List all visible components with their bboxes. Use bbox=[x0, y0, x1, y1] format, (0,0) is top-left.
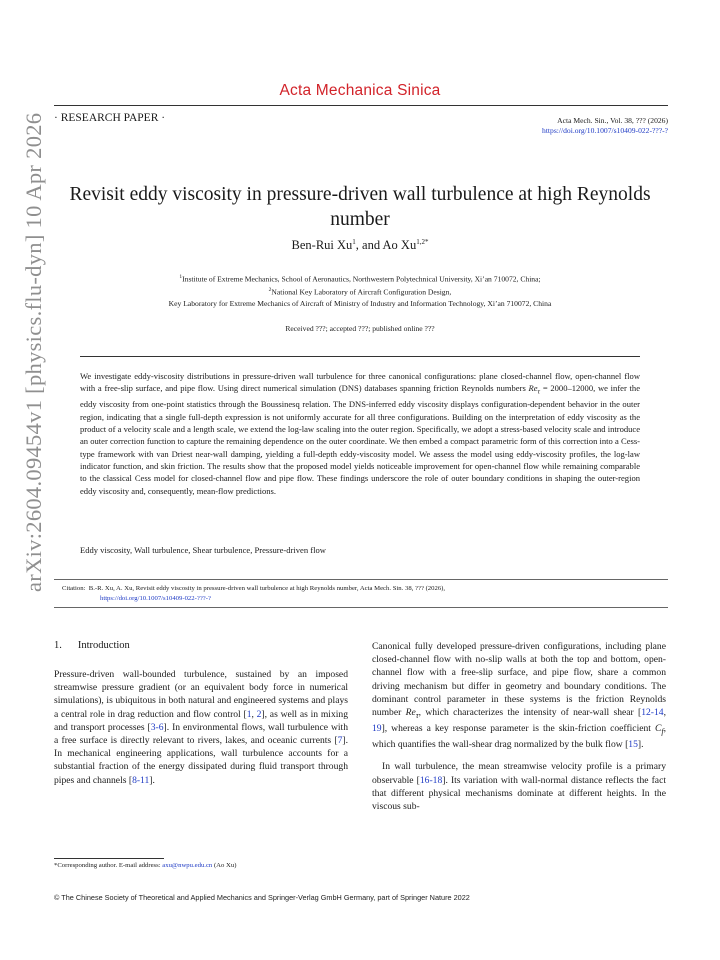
intro-paragraph-3 bbox=[372, 760, 666, 813]
re-tau-symbol: Re bbox=[405, 707, 416, 719]
intro-paragraph-2 bbox=[372, 640, 666, 751]
footnote-suffix: (Ao Xu) bbox=[212, 862, 237, 869]
reference-link[interactable]: 7 bbox=[337, 735, 343, 747]
reference-link[interactable]: 12-14 bbox=[641, 707, 664, 719]
section-heading bbox=[54, 640, 130, 651]
body-text: , which quantifies the wall-shear drag normalized by the bulk flow [ bbox=[372, 723, 666, 751]
section-number: 1. bbox=[54, 640, 62, 651]
footnote-text: *Corresponding author. E-mail address: bbox=[54, 862, 163, 869]
body-text: , bbox=[251, 708, 257, 720]
journal-volume-line: Acta Mech. Sin., Vol. 38, ??? (2026) bbox=[557, 116, 668, 125]
author-1-name: Ben-Rui Xu bbox=[291, 238, 353, 253]
body-text: ]. In mechanical engineering applications, wall turbulence accounts for a substantial fraction of the energy dissipated during fluid transport through pipes and channels [ bbox=[54, 735, 348, 786]
reference-link[interactable]: 2 bbox=[256, 708, 262, 720]
author-separator: , and bbox=[355, 238, 383, 253]
section-title: Introduction bbox=[77, 640, 130, 651]
body-text: , bbox=[663, 707, 666, 719]
citation-label: Citation: bbox=[62, 585, 86, 592]
body-text: , which characterizes the intensity of near-wall shear [ bbox=[418, 707, 642, 719]
citation-text: B.-R. Xu, A. Xu, Revisit eddy viscosity in pressure-driven wall turbulence at high Reynolds number, Acta Mech. Sin. 38, ??? (2026), bbox=[88, 585, 446, 592]
body-text: ]. Its variation with wall-normal distance reflects the fact that different physical mechanisms dominate at different heights. In the viscous sub- bbox=[372, 774, 666, 813]
citation-doi-link[interactable]: https://doi.org/10.1007/s10409-022-???-? bbox=[100, 595, 211, 602]
affiliation-1 bbox=[60, 272, 660, 285]
paper-type: · RESEARCH PAPER · bbox=[54, 112, 166, 124]
body-text: Pressure-driven wall-bounded turbulence, sustained by an imposed streamwise pressure gradient (or an equivalent body force in numerical simulations), is ubiquitous in both natural and engineered systems and plays a central role in drag reduction and flow control [ bbox=[54, 669, 348, 720]
received-dates: Received ???; accepted ???; published online ??? bbox=[285, 324, 435, 333]
body-text: ], as well as in mixing and transport processes [ bbox=[54, 708, 349, 733]
re-tau-symbol: Re bbox=[528, 383, 538, 394]
body-text: ]. In environmental flows, wall turbulence with a free surface is directly relevant to rivers, lakes, and oceanic currents [ bbox=[54, 721, 348, 747]
re-tau-subscript: τ bbox=[537, 388, 541, 397]
arxiv-stamp: arXiv:2604.09454v1 [physics.flu-dyn] 10 Apr 2026 bbox=[21, 112, 46, 592]
reference-link[interactable]: 8-11 bbox=[132, 774, 150, 786]
email-link[interactable]: axu@nwpu.edu.cn bbox=[162, 862, 213, 869]
author-list bbox=[0, 238, 720, 253]
corresponding-author-footnote bbox=[54, 862, 236, 869]
citation-rule-top bbox=[54, 579, 668, 580]
body-text: ]. bbox=[637, 739, 644, 751]
citation-box bbox=[62, 584, 662, 604]
reference-link[interactable]: 15 bbox=[628, 739, 638, 751]
affiliation-2-continued: Key Laboratory for Extreme Mechanics of Aircraft of Ministry of Industry and Information Technology, Xi’an 710072, China bbox=[168, 298, 552, 308]
body-text: Canonical fully developed pressure-driven configurations, including plane closed-channel flow with no-slip walls at both the top and bottom, open-channel flow with a free-slip surface, and pipe flow, share a common driving mechanism but differ in geometry and boundary conditions. The dominant control parameter in these systems is the friction Reynolds number bbox=[372, 641, 666, 719]
body-text: ]. bbox=[149, 774, 155, 786]
author-1-affil-mark: 1 bbox=[352, 238, 356, 246]
affiliation-1-text: Institute of Extreme Mechanics, School of Aeronautics, Northwestern Polytechnical University, Xi’an 710072, China; bbox=[182, 274, 541, 284]
affiliations bbox=[60, 272, 660, 309]
intro-paragraph-1 bbox=[54, 668, 348, 787]
footnote-rule bbox=[54, 858, 164, 859]
author-2-name: Ao Xu bbox=[382, 238, 417, 253]
author-2-affil-mark: 1,2* bbox=[416, 238, 429, 246]
left-column bbox=[54, 668, 348, 787]
cf-subscript: f bbox=[661, 727, 664, 737]
header-rule bbox=[54, 105, 668, 106]
re-tau-subscript: τ bbox=[415, 710, 419, 720]
journal-citation bbox=[542, 116, 668, 136]
affiliation-2-mark: 2 bbox=[268, 286, 272, 293]
copyright-line: © The Chinese Society of Theoretical and Applied Mechanics and Springer-Verlag GmbH Germany, part of Springer Nature 2022 bbox=[54, 893, 470, 902]
keywords: Eddy viscosity, Wall turbulence, Shear turbulence, Pressure-driven flow bbox=[80, 545, 326, 555]
abstract-text-2: = 2000–12000, we infer the eddy viscosity from one-point statistics through the Boussinesq relation. The DNS-inferred eddy viscosity displays configuration-dependent behavior in the outer region, indicating that a single full-depth expression is not uniformly accurate for all three configurations. Building on the interpretation of eddy viscosity as the product of a velocity scale and a length scale, we extend the log-law scaling into the outer region. Specifically, we adopt a stress-based velocity scale and introduce an outer correction function to capture the remaining dependence on the outer coordinate. We then embed a compact parametric form of this correction into a Cess-type framework with van Driest near-wall damping, yielding a full-depth eddy-viscosity model. We assess the model using eddy-viscosity profiles, the log-law indicator function, and skin friction. The results show that the proposed model yields noticeable improvement for open-channel flow while remaining comparable to the classical Cess model for closed-channel flow and pipe flow. These findings underscore the role of outer boundary conditions in shaping the outer-region eddy viscosity and, consequently, mean-flow predictions. bbox=[80, 383, 640, 496]
affiliation-1-mark: 1 bbox=[179, 274, 183, 280]
affiliation-2 bbox=[60, 285, 660, 298]
body-text: ], whereas a key response parameter is the skin-friction coefficient bbox=[381, 723, 655, 735]
abstract-text-1: We investigate eddy-viscosity distributions in pressure-driven wall turbulence for three canonical configurations: plane closed-channel flow, open-channel flow with a free-slip surface, and pipe flow. Using direct numerical simulation (DNS) databases spanning friction Reynolds numbers bbox=[80, 371, 640, 394]
journal-name: Acta Mechanica Sinica bbox=[279, 82, 441, 99]
affiliation-2-text-a: National Key Laboratory of Aircraft Configuration Design, bbox=[271, 287, 452, 297]
reference-link[interactable]: 16-18 bbox=[419, 774, 443, 786]
citation-rule-bottom bbox=[54, 607, 668, 608]
body-text: In wall turbulence, the mean streamwise velocity profile is a primary observable [ bbox=[372, 761, 666, 786]
cf-symbol: C bbox=[654, 723, 662, 735]
reference-link[interactable]: 19 bbox=[372, 723, 382, 735]
abstract-rule bbox=[80, 356, 640, 357]
paper-title: Revisit eddy viscosity in pressure-driven wall turbulence at high Reynolds number bbox=[69, 184, 651, 230]
journal-doi-link[interactable]: https://doi.org/10.1007/s10409-022-???-? bbox=[542, 126, 668, 135]
abstract bbox=[80, 370, 640, 497]
reference-link[interactable]: 3-6 bbox=[150, 721, 164, 733]
reference-link[interactable]: 1 bbox=[246, 708, 252, 720]
right-column bbox=[372, 640, 666, 813]
